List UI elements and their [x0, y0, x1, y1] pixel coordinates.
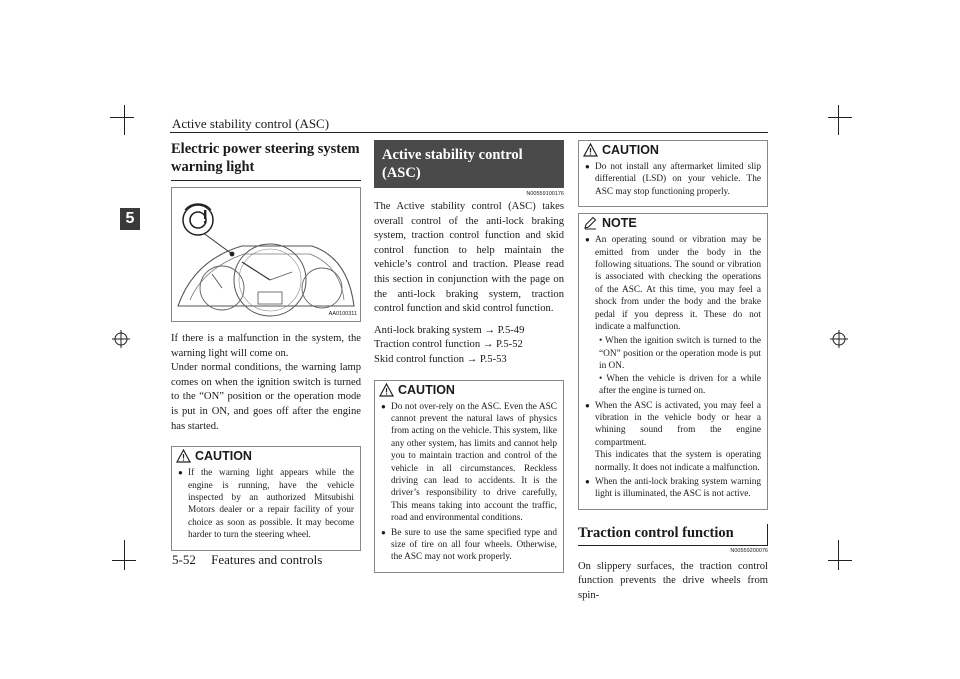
body-paragraph: If there is a malfunction in the system, the warning light will come on. — [171, 333, 361, 359]
section-heading-asc: Active stability control (ASC) — [374, 140, 564, 188]
crop-mark — [124, 540, 125, 570]
instrument-cluster-illustration — [172, 188, 360, 321]
caution-box — [171, 446, 361, 550]
caution-item: ● Be sure to use the same specified type and size of tire on all four wheels. Otherwise, the ASC may not work properly. — [381, 527, 557, 564]
caution-body — [375, 399, 563, 572]
warning-triangle-icon — [176, 449, 191, 463]
registration-mark — [112, 330, 130, 348]
note-subitem: • When the ignition switch is turned to the “ON” position or the operation mode is put in ON. — [599, 336, 761, 372]
section-heading-traction: Traction control function — [578, 524, 768, 546]
caution-label: CAUTION — [195, 449, 252, 464]
warning-triangle-icon — [379, 383, 394, 397]
caution-header — [579, 141, 767, 159]
note-item: ● When the anti-lock braking system warning light is illuminated, the ASC is not active. — [585, 476, 761, 501]
caution-label: CAUTION — [398, 382, 455, 397]
crop-mark — [124, 105, 125, 135]
dashboard-figure — [171, 187, 361, 322]
caution-body — [579, 159, 767, 206]
section-heading-eps: Electric power steering system warning light — [171, 140, 361, 181]
registration-mark — [830, 330, 848, 348]
caution-box — [374, 380, 564, 573]
note-header — [579, 214, 767, 232]
header-rule — [170, 132, 768, 133]
section-code: N00559100176 — [526, 191, 564, 197]
caution-body — [172, 465, 360, 549]
crop-mark — [838, 540, 839, 570]
page-footer — [172, 552, 322, 568]
reference-link[interactable]: Anti-lock braking system → P.5-49 — [374, 324, 525, 336]
crop-mark — [838, 105, 839, 135]
crop-mark — [828, 560, 852, 561]
note-box — [578, 213, 768, 510]
caution-item: ● If the warning light appears while the engine is running, have the vehicle inspected by an authorized Mitsubishi Motors dealer or a repair facility of your choice as soon as possible. It may become harder to turn the steering wheel. — [178, 467, 354, 541]
page-number: 5-52 — [172, 552, 196, 567]
note-subitem: • When the vehicle is driven for a while after the engine is turned on. — [599, 373, 761, 397]
crop-mark — [112, 560, 136, 561]
caution-header — [172, 447, 360, 465]
column-3 — [578, 140, 768, 604]
note-item: ● An operating sound or vibration may be emitted from under the body in the following situations. The sound or vibration is associated with checking the operations of the ASC. At this time, you may feel a shock from under the body and the brake pedal if you depress it. These do not indicate a malfunction. — [585, 234, 761, 333]
caution-item: ● Do not install any aftermarket limited slip differential (LSD) on your vehicle. The ASC may stop functioning properly. — [585, 161, 761, 198]
crop-mark — [828, 117, 852, 118]
caution-box — [578, 140, 768, 207]
caution-label: CAUTION — [602, 143, 659, 157]
caution-item: ● Do not over-rely on the ASC. Even the ASC cannot prevent the natural laws of physics from acting on the vehicle. This system, like any other system, has limits and cannot help you to maintain traction and control of the vehicle in all circumstances. Reckless driving can lead to accidents. It is the driver’s responsibility to drive carefully, This means taking into account the traffic, road and environmental conditions. — [381, 401, 557, 525]
column-2 — [374, 140, 564, 573]
section-code: N00559200076 — [730, 547, 768, 554]
crop-mark — [110, 117, 134, 118]
warning-triangle-icon — [583, 143, 598, 157]
body-paragraph: The Active stability control (ASC) takes overall control of the anti-lock braking system, traction control function and skid control function to help maintain the vehicle’s control and traction. Please read this section in conjunction with the page on the anti-lock braking system, traction control function and skid control function. — [374, 201, 564, 315]
figure-code: AA0100311 — [328, 311, 357, 317]
note-item-continued: This indicates that the system is operating normally. It does not indicate a malfunction. — [595, 450, 761, 473]
note-body — [579, 232, 767, 509]
pencil-note-icon — [583, 216, 598, 230]
reference-link[interactable]: Skid control function → P.5-53 — [374, 353, 507, 365]
note-item: ● When the ASC is activated, you may feel a vibration in the vehicle body or hear a whining sound from the engine compartment. — [585, 400, 761, 450]
footer-section: Features and controls — [211, 552, 323, 567]
caution-header — [375, 381, 563, 399]
body-paragraph: Under normal conditions, the warning lamp comes on when the ignition switch is turned to the “ON” position or the operation mode is put in ON, and goes off after the engine has started. — [171, 362, 361, 432]
chapter-tab: 5 — [120, 208, 140, 230]
column-1 — [171, 140, 361, 551]
reference-list — [374, 324, 564, 368]
body-paragraph: On slippery surfaces, the traction control function prevents the drive wheels from spin- — [578, 560, 768, 601]
reference-link[interactable]: Traction control function → P.5-52 — [374, 339, 523, 351]
page-header-title: Active stability control (ASC) — [172, 116, 330, 131]
note-label: NOTE — [602, 216, 637, 231]
